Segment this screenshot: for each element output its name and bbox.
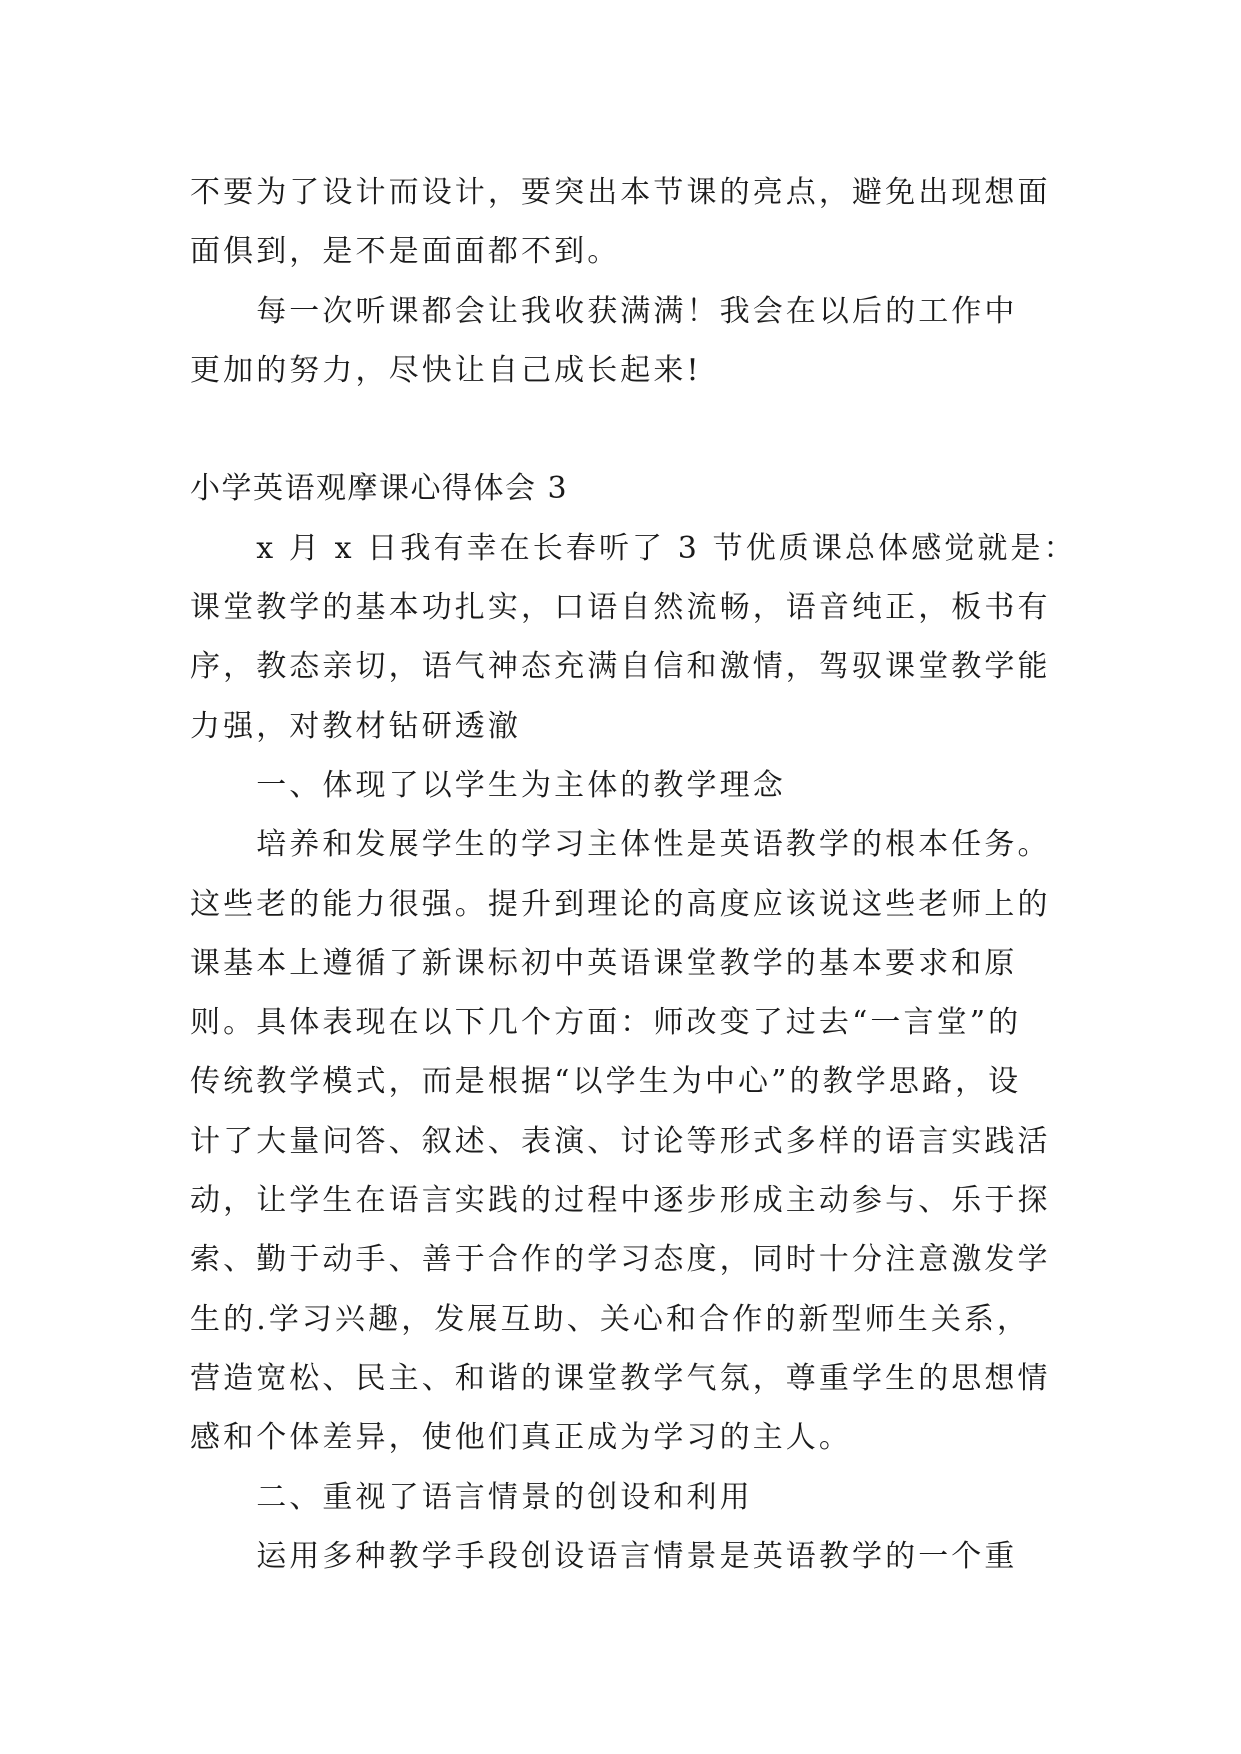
section-spacer xyxy=(190,400,1070,459)
text-line: 营造宽松、民主、和谐的课堂教学气氛，尊重学生的思想情 xyxy=(190,1360,1051,1396)
text-line: 课基本上遵循了新课标初中英语课堂教学的基本要求和原 xyxy=(190,945,1018,981)
text-line: 生的.学习兴趣，发展互助、关心和合作的新型师生关系， xyxy=(190,1301,1031,1337)
document-body xyxy=(190,163,1077,1586)
text-line: 力强，对教材钻研透澈 xyxy=(190,708,521,744)
text-line: 索、勤于动手、善于合作的学习态度，同时十分注意激发学 xyxy=(190,1242,1051,1278)
text-line: 课堂教学的基本功扎实，口语自然流畅，语音纯正，板书有 xyxy=(190,590,1051,626)
text-line: 则。具体表现在以下几个方面：师改变了过去“一言堂”的 xyxy=(190,1005,1022,1041)
text-line: x 月 x 日我有幸在长春听了 3 节优质课总体感觉就是： xyxy=(190,530,1077,566)
text-line: 计了大量问答、叙述、表演、讨论等形式多样的语言实践活 xyxy=(190,1123,1051,1159)
text-line: 不要为了设计而设计，要突出本节课的亮点，避免出现想面 xyxy=(190,175,1051,210)
subheading-line: 二、重视了语言情景的创设和利用 xyxy=(190,1479,753,1515)
text-line: 感和个体差异，使他们真正成为学习的主人。 xyxy=(190,1420,852,1456)
text-line: 每一次听课都会让我收获满满！我会在以后的工作中 xyxy=(190,293,1018,329)
text-line: 动，让学生在语言实践的过程中逐步形成主动参与、乐于探 xyxy=(190,1183,1051,1219)
text-line: 更加的努力，尽快让自己成长起来! xyxy=(190,352,702,388)
text-line: 这些老的能力很强。提升到理论的高度应该说这些老师上的 xyxy=(190,886,1051,922)
subheading-line: 一、体现了以学生为主体的教学理念 xyxy=(190,767,786,803)
text-line: 面俱到，是不是面面都不到。 xyxy=(190,234,621,270)
text-line: 运用多种教学手段创设语言情景是英语教学的一个重 xyxy=(190,1538,1018,1574)
text-line: 培养和发展学生的学习主体性是英语教学的根本任务。 xyxy=(190,827,1051,863)
text-line: 传统教学模式，而是根据“以学生为中心”的教学思路，设 xyxy=(190,1064,1022,1100)
text-line: 序，教态亲切，语气神态充满自信和激情，驾驭课堂教学能 xyxy=(190,649,1051,685)
section-heading: 小学英语观摩课心得体会 3 xyxy=(190,471,569,507)
